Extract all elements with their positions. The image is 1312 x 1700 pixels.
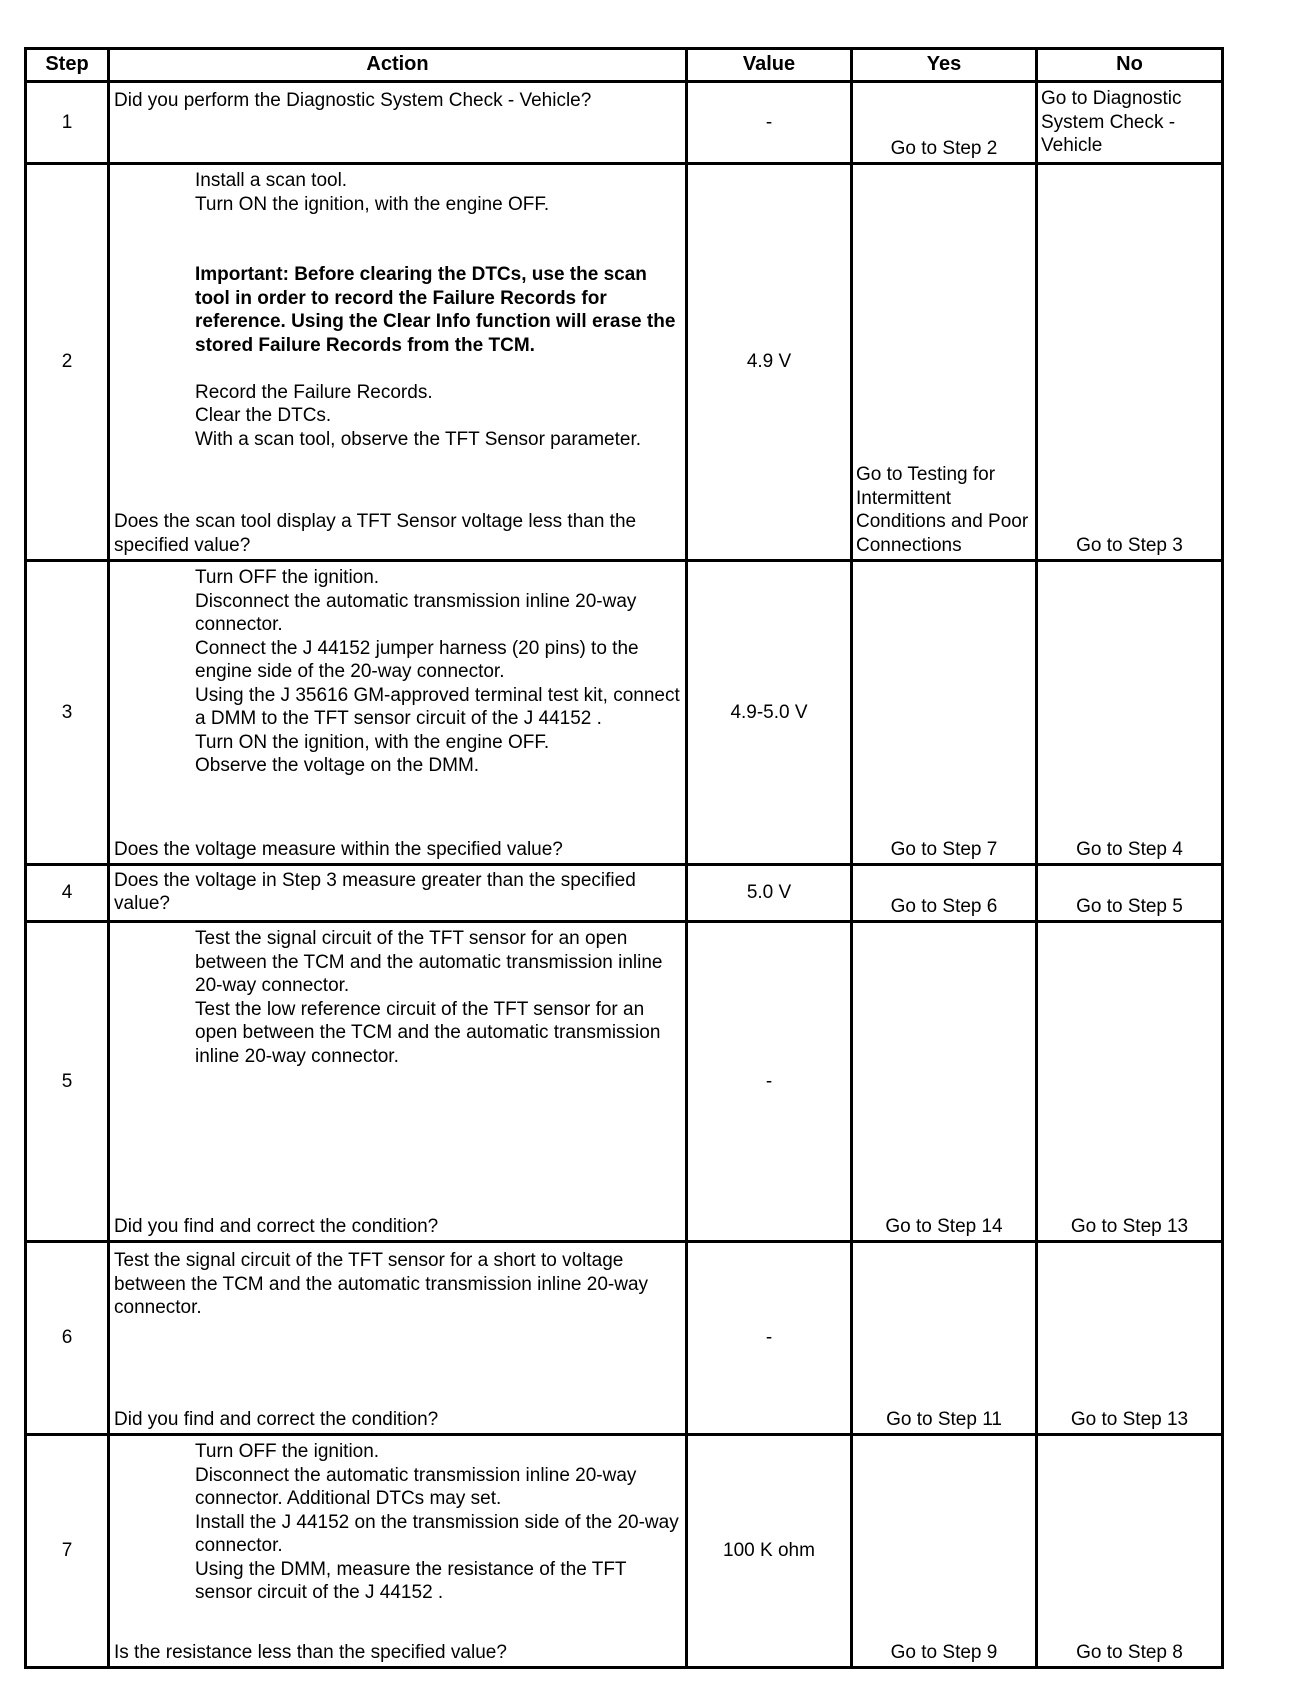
instruction: Using the J 35616 GM-approved terminal test kit, connect a DMM to the TFT sensor circuit of the J 44152 . (195, 684, 680, 729)
instruction: Disconnect the automatic transmission inline 20-way connector. Additional DTCs may set. (195, 1464, 637, 1509)
header-no: No (1037, 49, 1223, 82)
instruction: Connect the J 44152 jumper harness (20 pins) to the engine side of the 20-way connector. (195, 637, 639, 682)
instruction: Using the DMM, measure the resistance of the TFT sensor circuit of the J 44152 . (195, 1558, 627, 1603)
instruction: Test the signal circuit of the TFT sensor for an open between the TCM and the automatic transmission inline 20-way connector. (195, 928, 663, 996)
yes-cell: Go to Step 6 (852, 865, 1037, 922)
step-number: 5 (26, 922, 109, 1242)
step-number: 3 (26, 561, 109, 865)
header-row (26, 49, 1223, 82)
instruction: Install the J 44152 on the transmission side of the 20-way connector. (195, 1511, 679, 1556)
action-cell (109, 82, 687, 164)
table-row (26, 865, 1223, 922)
step-number: 6 (26, 1242, 109, 1435)
header-value: Value (687, 49, 852, 82)
action-question: Does the voltage measure within the specified value? (114, 838, 563, 860)
step-number: 4 (26, 865, 109, 922)
action-question: Did you find and correct the condition? (114, 1215, 439, 1237)
action-question: Did you find and correct the condition? (114, 1408, 439, 1430)
instruction: Test the low reference circuit of the TFT sensor for an open between the TCM and the automatic transmission inline 20-way connector. (195, 998, 661, 1067)
header-yes: Yes (852, 49, 1037, 82)
yes-cell: Go to Testing for Intermittent Conditions and Poor Connections (852, 164, 1037, 561)
action-question: Is the resistance less than the specified value? (114, 1641, 507, 1663)
table-row (26, 561, 1223, 865)
step-number: 2 (26, 164, 109, 561)
value-cell: 4.9-5.0 V (687, 561, 852, 865)
action-cell (109, 164, 687, 561)
yes-cell: Go to Step 9 (852, 1435, 1037, 1668)
value-cell: 100 K ohm (687, 1435, 852, 1668)
important-note: Important: Before clearing the DTCs, use the scan tool in order to record the Failure Records for reference. Using the Clear Info function will erase the stored Failure Records from the TCM. (195, 264, 676, 356)
action-question: Does the voltage in Step 3 measure greater than the specified value? (114, 869, 636, 914)
instruction: Turn ON the ignition, with the engine OFF. (195, 731, 550, 753)
yes-cell: Go to Step 14 (852, 922, 1037, 1242)
instruction: Turn OFF the ignition. (195, 1441, 380, 1462)
action-cell (109, 922, 687, 1242)
instruction: Turn ON the ignition, with the engine OFF. (195, 193, 550, 215)
no-cell: Go to Step 4 (1037, 561, 1223, 865)
header-step: Step (26, 49, 109, 82)
no-cell: Go to Step 5 (1037, 865, 1223, 922)
value-cell: - (687, 922, 852, 1242)
yes-cell: Go to Step 7 (852, 561, 1037, 865)
header-action: Action (109, 49, 687, 82)
no-cell: Go to Step 13 (1037, 1242, 1223, 1435)
instruction: Disconnect the automatic transmission inline 20-way connector. (195, 590, 637, 635)
instruction: With a scan tool, observe the TFT Sensor parameter. (195, 428, 642, 450)
table-row (26, 1242, 1223, 1435)
instruction: Observe the voltage on the DMM. (195, 755, 480, 776)
instruction: Turn OFF the ignition. (195, 567, 380, 588)
table-row (26, 922, 1223, 1242)
step-number: 7 (26, 1435, 109, 1668)
action-text: Test the signal circuit of the TFT sensor for a short to voltage between the TCM and the automatic transmission inline 20-way connector. (114, 1250, 649, 1318)
no-cell: Go to Diagnostic System Check - Vehicle (1037, 82, 1223, 164)
instruction: Record the Failure Records. (195, 381, 433, 403)
yes-cell: Go to Step 11 (852, 1242, 1037, 1435)
diagnostic-table (24, 47, 1224, 1669)
no-cell: Go to Step 13 (1037, 922, 1223, 1242)
table-row (26, 82, 1223, 164)
step-number: 1 (26, 82, 109, 164)
action-cell (109, 865, 687, 922)
action-cell (109, 1242, 687, 1435)
table-row (26, 1435, 1223, 1668)
action-cell (109, 561, 687, 865)
action-question: Does the scan tool display a TFT Sensor voltage less than the specified value? (114, 511, 637, 556)
action-cell (109, 1435, 687, 1668)
value-cell: 4.9 V (687, 164, 852, 561)
instruction: Clear the DTCs. (195, 405, 332, 426)
no-cell: Go to Step 3 (1037, 164, 1223, 561)
table-row (26, 164, 1223, 561)
yes-cell: Go to Step 2 (852, 82, 1037, 164)
no-cell: Go to Step 8 (1037, 1435, 1223, 1668)
instruction: Install a scan tool. (195, 170, 348, 191)
value-cell: - (687, 1242, 852, 1435)
action-question: Did you perform the Diagnostic System Check - Vehicle? (114, 90, 592, 111)
value-cell: - (687, 82, 852, 164)
value-cell: 5.0 V (687, 865, 852, 922)
